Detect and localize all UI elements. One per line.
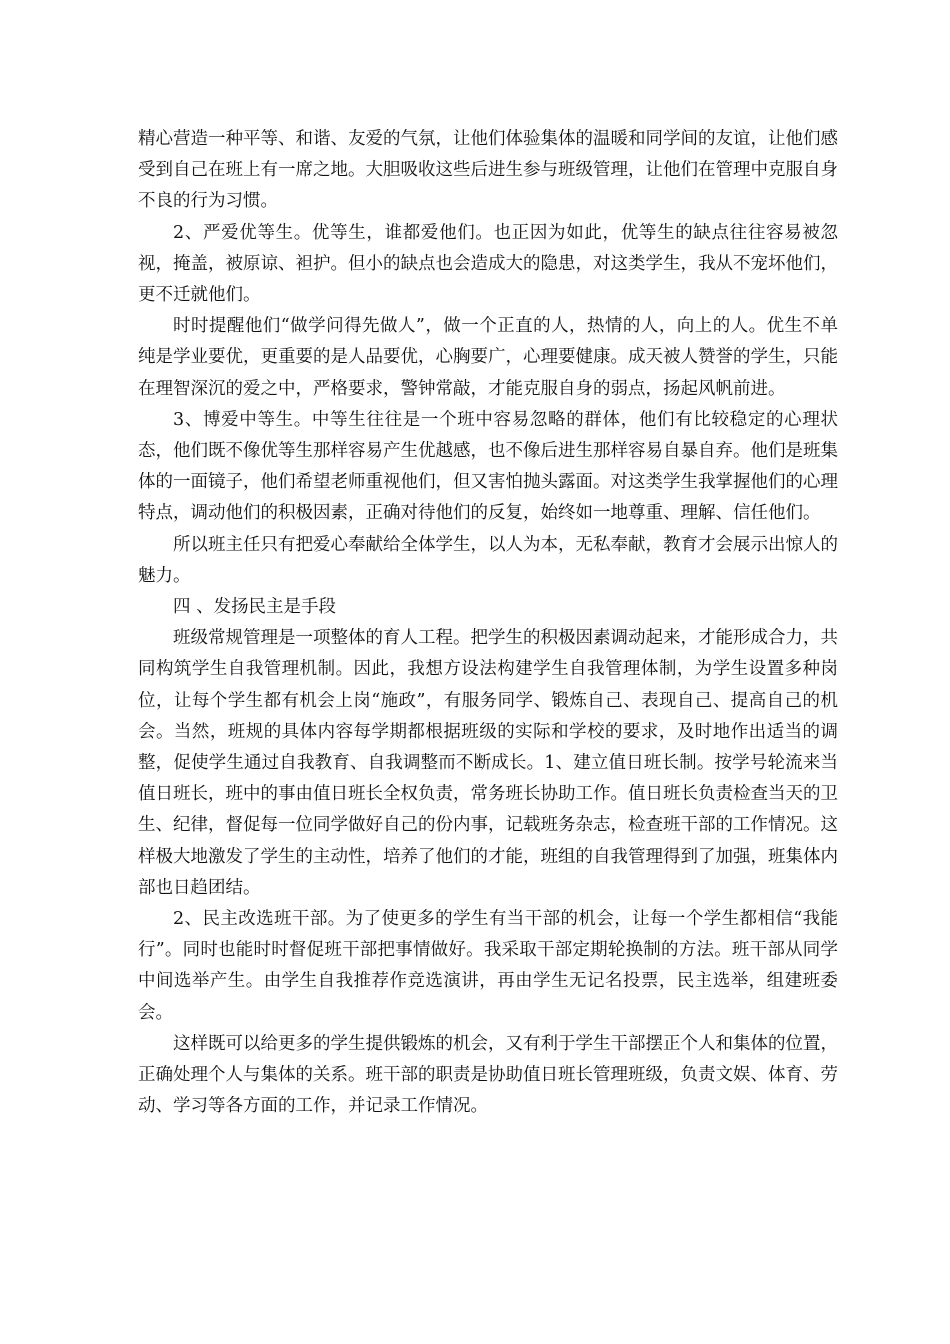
paragraph-8: 这样既可以给更多的学生提供锻炼的机会，又有利于学生干部摆正个人和集体的位置，正确处理个人与集体的关系。班干部的职责是协助值日班长管理班级，负责文娱、体育、劳动、学习等各方面的工作，并记录工作情况。 bbox=[138, 1033, 838, 1117]
paragraph-6: 班级常规管理是一项整体的育人工程。把学生的积极因素调动起来，才能形成合力，共同构筑学生自我管理机制。因此，我想方设法构建学生自我管理体制，为学生设置多种岗位，让每个学生都有机会上岗“施政”，有服务同学、锻炼自己、表现自己、提高自己的机会。当然，班规的具体内容每学期都根据班级的实际和学校的要求，及时地作出适当的调整，促使学生通过自我教育、自我调整而不断成长。1、建立值日班长制。按学号轮流来当值日班长，班中的事由值日班长全权负责，常务班长协助工作。值日班长负责检查当天的卫生、纪律，督促每一位同学做好自己的份内事，记载班务杂志，检查班干部的工作情况。这样极大地激发了学生的主动性，培养了他们的才能，班组的自我管理得到了加强，班集体内部也日趋团结。 bbox=[138, 628, 838, 898]
section-heading: 四 、发扬民主是手段 bbox=[173, 597, 337, 618]
document-body bbox=[138, 124, 838, 1123]
paragraph-4: 3、博爱中等生。中等生往往是一个班中容易忽略的群体，他们有比较稳定的心理状态，他们既不像优等生那样容易产生优越感，也不像后进生那样容易自暴自弃。他们是班集体的一面镜子，他们希望老师重视他们，但又害怕抛头露面。对这类学生我掌握他们的心理特点，调动他们的积极因素，正确对待他们的反复，始终如一地尊重、理解、信任他们。 bbox=[138, 409, 838, 524]
paragraph-3: 时时提醒他们“做学问得先做人”，做一个正直的人，热情的人，向上的人。优生不单纯是学业要优，更重要的是人品要优，心胸要广，心理要健康。成天被人赞誉的学生，只能在理智深沉的爱之中，严格要求，警钟常敲，才能克服自身的弱点，扬起风帆前进。 bbox=[138, 316, 838, 399]
paragraph-2: 2、严爱优等生。优等生，谁都爱他们。也正因为如此，优等生的缺点往往容易被忽视，掩盖，被原谅、袒护。但小的缺点也会造成大的隐患，对这类学生，我从不宠坏他们，更不迁就他们。 bbox=[138, 222, 838, 306]
paragraph-7: 2、民主改选班干部。为了使更多的学生有当干部的机会，让每一个学生都相信“我能行”。同时也能时时督促班干部把事情做好。我采取干部定期轮换制的方法。班干部从同学中间选举产生。由学生自我推荐作竞选演讲，再由学生无记名投票，民主选举，组建班委会。 bbox=[138, 909, 838, 1023]
paragraph-5: 所以班主任只有把爱心奉献给全体学生，以人为本，无私奉献，教育才会展示出惊人的魅力。 bbox=[138, 534, 838, 586]
paragraph-1: 精心营造一种平等、和谐、友爱的气氛，让他们体验集体的温暖和同学间的友谊，让他们感受到自己在班上有一席之地。大胆吸收这些后进生参与班级管理，让他们在管理中克服自身不良的行为习惯。 bbox=[138, 129, 838, 212]
